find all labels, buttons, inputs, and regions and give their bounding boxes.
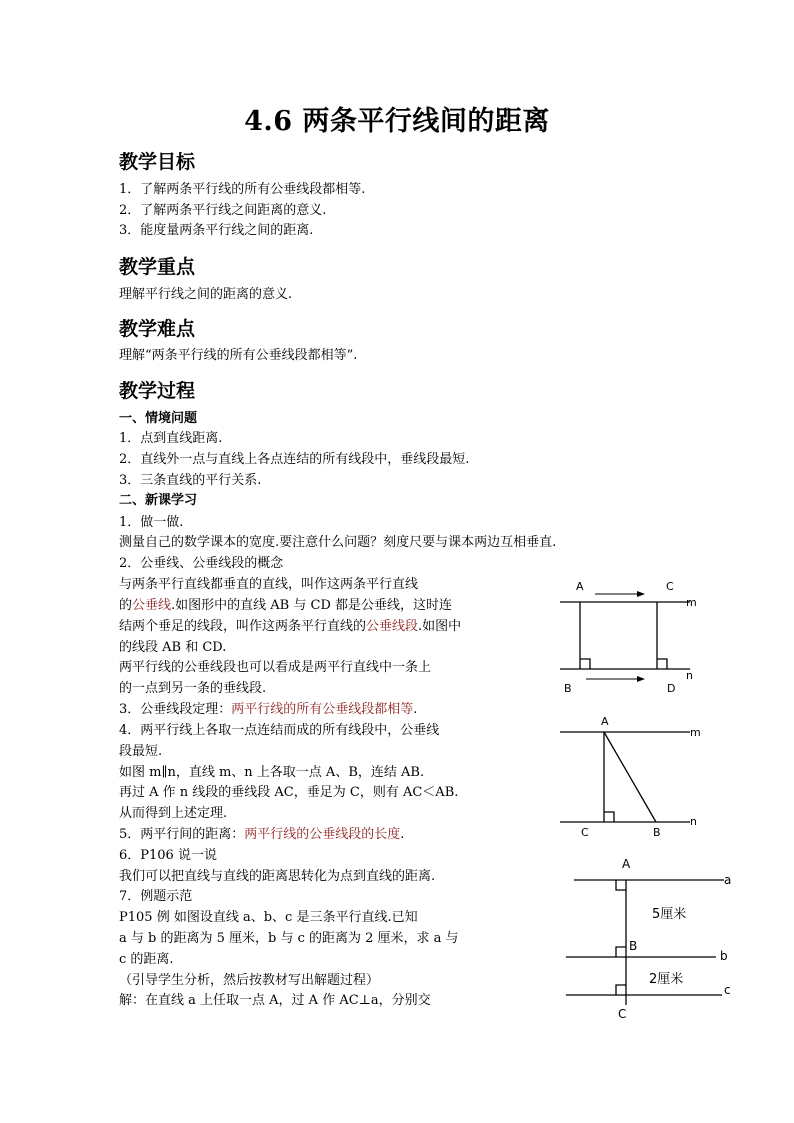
difficulty-text: 理解“两条平行线的所有公垂线段都相等”. <box>119 348 358 363</box>
label-c: C <box>666 580 674 593</box>
figure-common-perpendicular <box>550 570 710 700</box>
step2-line <box>119 617 461 637</box>
step7-title: 7．例题示范 <box>119 889 193 904</box>
part1-item: 3．三条直线的平行关系. <box>119 473 262 488</box>
label-a-point: A <box>622 857 631 871</box>
step4-line: 再过 A 作 n 线段的垂线段 AC，垂足为 C，则有 AC＜AB. <box>119 785 459 800</box>
definition-highlight: 两平行线的公垂线段的长度 <box>244 827 401 842</box>
step1-text: 测量自己的数学课本的宽度.要注意什么问题？刻度尺要与课本两边互相垂直. <box>119 535 557 550</box>
page-title: 4.6 两条平行线间的距离 <box>244 106 550 137</box>
right-angle-mark <box>604 812 614 822</box>
theorem-highlight: 两平行线的所有公垂线段都相等 <box>231 702 414 717</box>
step2-title: 2．公垂线、公垂线段的概念 <box>119 556 284 571</box>
arrowhead <box>637 591 645 597</box>
example-line: （引导学生分析，然后按教材写出解题过程） <box>119 973 380 988</box>
step2-line: 的线段 AB 和 CD. <box>119 640 227 655</box>
label-a-line: a <box>724 873 732 887</box>
text-run: .如图形中的直线 AB 与 CD 都是公垂线，这时连 <box>171 598 453 613</box>
step4-line: 段最短. <box>119 744 163 759</box>
step2-line: 两平行线的公垂线段也可以看成是两平行直线中一条上 <box>119 660 432 675</box>
figure-shortest-segment <box>550 710 710 840</box>
objective-item: 3．能度量两条平行线之间的距离. <box>119 223 314 238</box>
right-angle-mark <box>616 880 626 890</box>
label-a: A <box>601 715 609 728</box>
text-run: .如图中 <box>418 619 462 634</box>
step4-line: 4．两平行线上各取一点连结而成的所有线段中，公垂线 <box>119 723 440 738</box>
step4-line: 从而得到上述定理. <box>119 806 228 821</box>
distance-label-ab: 5厘米 <box>652 907 687 922</box>
objectives-heading: 教学目标 <box>119 151 196 173</box>
step1-title: 1．做一做. <box>119 515 184 530</box>
right-angle-mark <box>580 659 590 669</box>
example-line: P105 例 如图设直线 a、b、c 是三条平行直线.已知 <box>119 910 418 925</box>
example-line: 解：在直线 a 上任取一点 A，过 A 作 AC⊥a，分别交 <box>119 993 431 1008</box>
label-b-line: b <box>720 949 728 963</box>
step5-line <box>119 825 404 845</box>
example-line: a 与 b 的距离为 5 厘米，b 与 c 的距离为 2 厘米，求 a 与 <box>119 931 459 946</box>
figure-three-parallels <box>560 850 750 1025</box>
objective-item: 1．了解两条平行线的所有公垂线段都相等. <box>119 182 366 197</box>
text-run: . <box>413 702 418 717</box>
process-heading: 教学过程 <box>119 380 196 402</box>
step2-line: 与两条平行直线都垂直的直线，叫作这两条平行直线 <box>119 577 419 592</box>
text-run: 3．公垂线段定理： <box>119 702 232 717</box>
right-angle-mark <box>616 985 626 995</box>
difficulty-heading: 教学难点 <box>119 318 196 340</box>
step2-line: 的一点到另一条的垂线段. <box>119 681 267 696</box>
label-b: B <box>653 826 661 839</box>
label-m: m <box>686 596 697 609</box>
distance-label-bc: 2厘米 <box>649 972 684 987</box>
text-run: 结两个垂足的线段，叫作这两条平行直线的 <box>119 619 367 634</box>
part1-title: 一、情境问题 <box>119 411 198 426</box>
label-c-line: c <box>724 983 731 997</box>
label-n: n <box>690 815 697 828</box>
label-b: B <box>564 682 572 695</box>
step6-text: 我们可以把直线与直线的距离思转化为点到直线的距离. <box>119 869 436 884</box>
label-c-point: C <box>618 1007 627 1021</box>
term-highlight: 公垂线段 <box>366 619 419 634</box>
segment-ab <box>604 732 656 822</box>
text-run: 的 <box>119 598 133 613</box>
part2-title: 二、新课学习 <box>119 493 198 508</box>
step4-line: 如图 m∥n，直线 m、n 上各取一点 A、B，连结 AB. <box>119 765 425 780</box>
label-c: C <box>581 826 589 839</box>
label-n: n <box>686 669 693 682</box>
objective-item: 2．了解两条平行线之间距离的意义. <box>119 203 327 218</box>
text-run: 5．两平行间的距离： <box>119 827 245 842</box>
step2-line <box>119 596 452 616</box>
part1-item: 1．点到直线距离. <box>119 431 223 446</box>
key-point-text: 理解平行线之间的距离的意义. <box>119 287 293 302</box>
label-m: m <box>690 726 701 739</box>
example-line: c 的距离. <box>119 952 174 967</box>
label-a: A <box>576 580 584 593</box>
label-b-point: B <box>629 939 638 953</box>
right-angle-mark <box>657 659 667 669</box>
step3-line <box>119 700 417 720</box>
part1-item: 2．直线外一点与直线上各点连结的所有线段中，垂线段最短. <box>119 452 470 467</box>
right-angle-mark <box>616 947 626 957</box>
label-d: D <box>667 682 676 695</box>
key-point-heading: 教学重点 <box>119 256 196 278</box>
text-run: . <box>400 827 405 842</box>
term-highlight: 公垂线 <box>132 598 172 613</box>
step6-title: 6．P106 说一说 <box>119 848 217 863</box>
arrowhead <box>637 676 645 682</box>
